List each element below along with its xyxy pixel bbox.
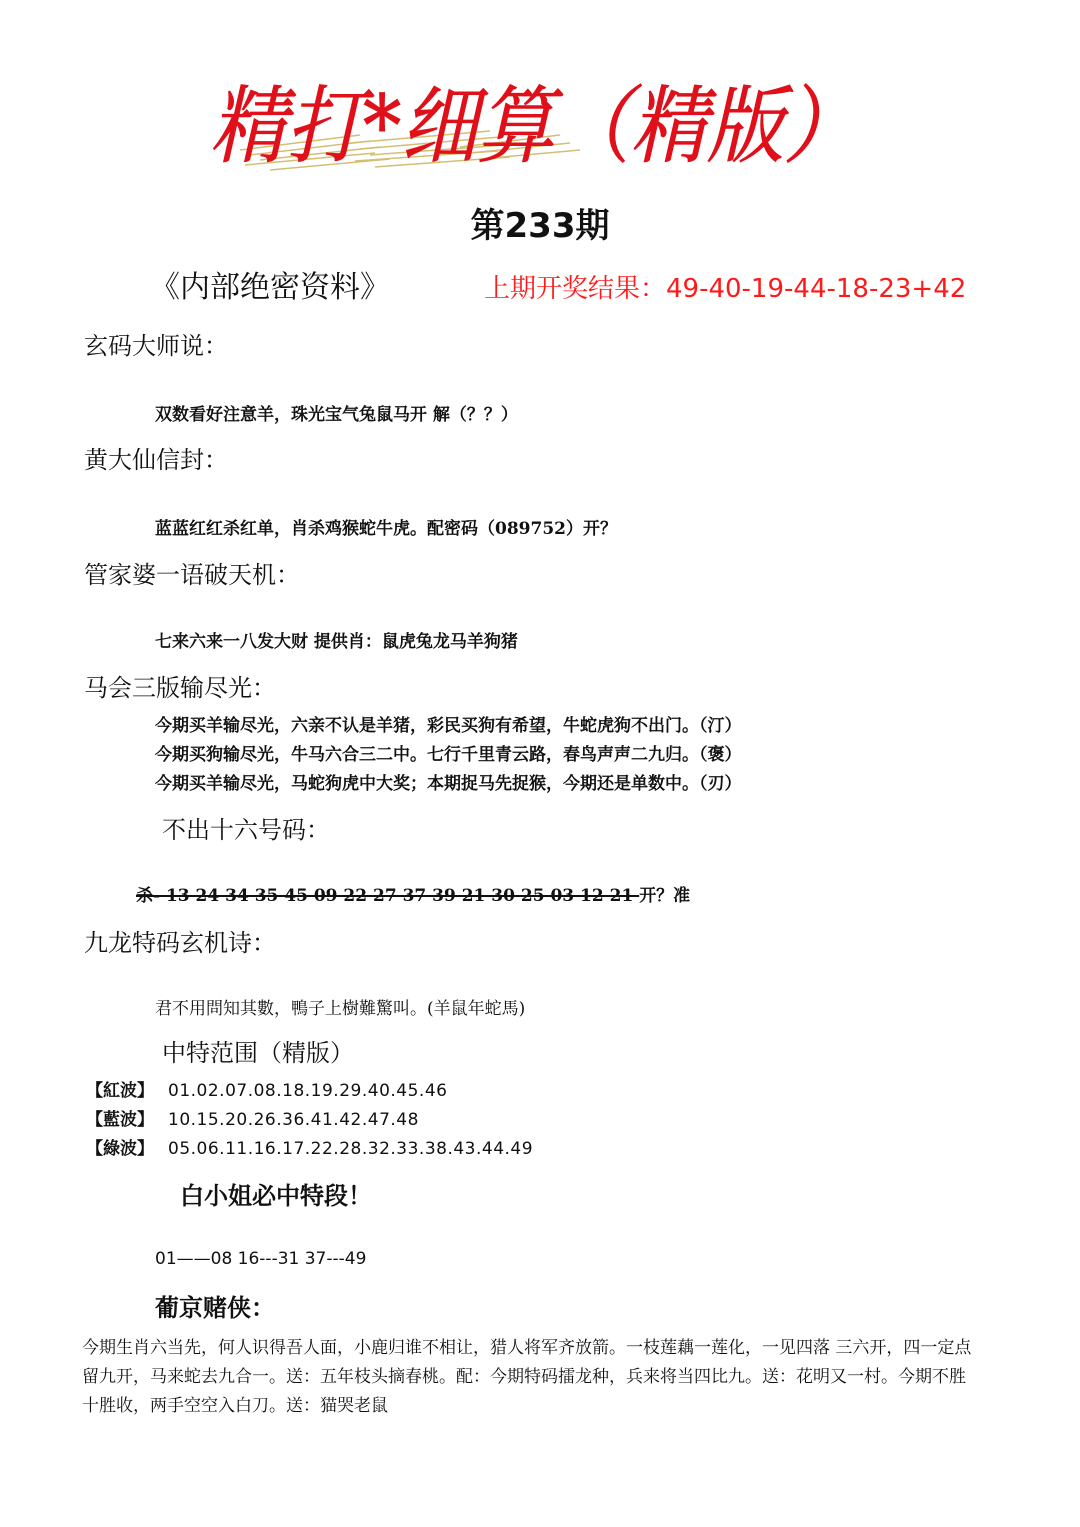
wave-label: 【藍波】: [86, 1110, 154, 1130]
wave-label: 【綠波】: [86, 1139, 154, 1159]
mahui-heading: 马会三版输尽光：: [84, 674, 276, 702]
bu-chu-line: [136, 881, 690, 906]
banner-logo: [200, 55, 880, 185]
wave-row: [86, 1077, 533, 1106]
wave-row: [86, 1106, 533, 1135]
bai-heading: 白小姐必中特段！: [180, 1181, 372, 1210]
mahui-line: 今期买羊输尽光，六亲不认是羊猪，彩民买狗有希望，牛蛇虎狗不出门。（汀）: [155, 716, 742, 736]
wave-row: [86, 1135, 533, 1164]
banner-text: 精打*细算（精版）: [210, 77, 860, 175]
bu-chu-struck-numbers: 杀- 13 24 34 35 45 09 22 27 37 39 21 30 25 03 12 21: [136, 886, 640, 906]
bu-chu-heading: 不出十六号码：: [162, 816, 330, 844]
last-result: 上期开奖结果：49-40-19-44-18-23+42: [484, 274, 967, 304]
banner-svg: [200, 55, 880, 185]
xuanma-text: 双数看好注意羊，珠光宝气兔鼠马开 解（？？）: [155, 405, 518, 425]
guanjiapo-heading: 管家婆一语破天机：: [84, 561, 300, 589]
wave-list: [86, 1077, 533, 1164]
mahui-line: 今期买狗输尽光，牛马六合三二中。七行千里青云路，春鸟声声二九归。（褒）: [155, 745, 742, 765]
doc-title: 《内部绝密资料》: [150, 270, 390, 305]
wave-numbers: 05.06.11.16.17.22.28.32.33.38.43.44.49: [168, 1139, 534, 1159]
bai-ranges: 01——08 16---31 37---49: [155, 1249, 367, 1269]
bu-chu-suffix: 开？准: [639, 886, 691, 906]
issue-number: 第233期: [470, 206, 610, 246]
pujing-heading: 葡京赌侠：: [155, 1293, 275, 1322]
wave-numbers: 10.15.20.26.36.41.42.47.48: [168, 1110, 419, 1130]
jiulong-text: 君不用問知其數，鴨子上樹難驚叫。(羊鼠年蛇馬): [155, 999, 526, 1019]
wave-numbers: 01.02.07.08.18.19.29.40.45.46: [168, 1081, 448, 1101]
xuanma-heading: 玄码大师说：: [84, 332, 228, 360]
wave-label: 【紅波】: [86, 1081, 154, 1101]
huangdaxian-text: 蓝蓝红红杀红单，肖杀鸡猴蛇牛虎。配密码（089752）开？: [155, 519, 617, 539]
jiulong-heading: 九龙特码玄机诗：: [84, 929, 276, 957]
huangdaxian-heading: 黄大仙信封：: [84, 446, 228, 474]
mahui-line: 今期买羊输尽光，马蛇狗虎中大奖；本期捉马先捉猴，今期还是单数中。（刃）: [155, 774, 742, 794]
zhongte-heading: 中特范围（精版）: [162, 1039, 354, 1067]
guanjiapo-text: 七来六来一八发大财 提供肖：鼠虎兔龙马羊狗猪: [155, 632, 518, 652]
pujing-text: 今期生肖六当先，何人识得吾人面，小鹿归谁不相让，猎人将军齐放箭。一枝莲藕一莲化，一见四落 三六开，四一定点留九开，马来蛇去九合一。送：五年枝头摘春桃。配：今期特码擂龙种，兵来将当四比九。送：花明又一村。今期不胜十胜收，两手空空入白刀。送：猫哭老鼠: [82, 1338, 972, 1416]
